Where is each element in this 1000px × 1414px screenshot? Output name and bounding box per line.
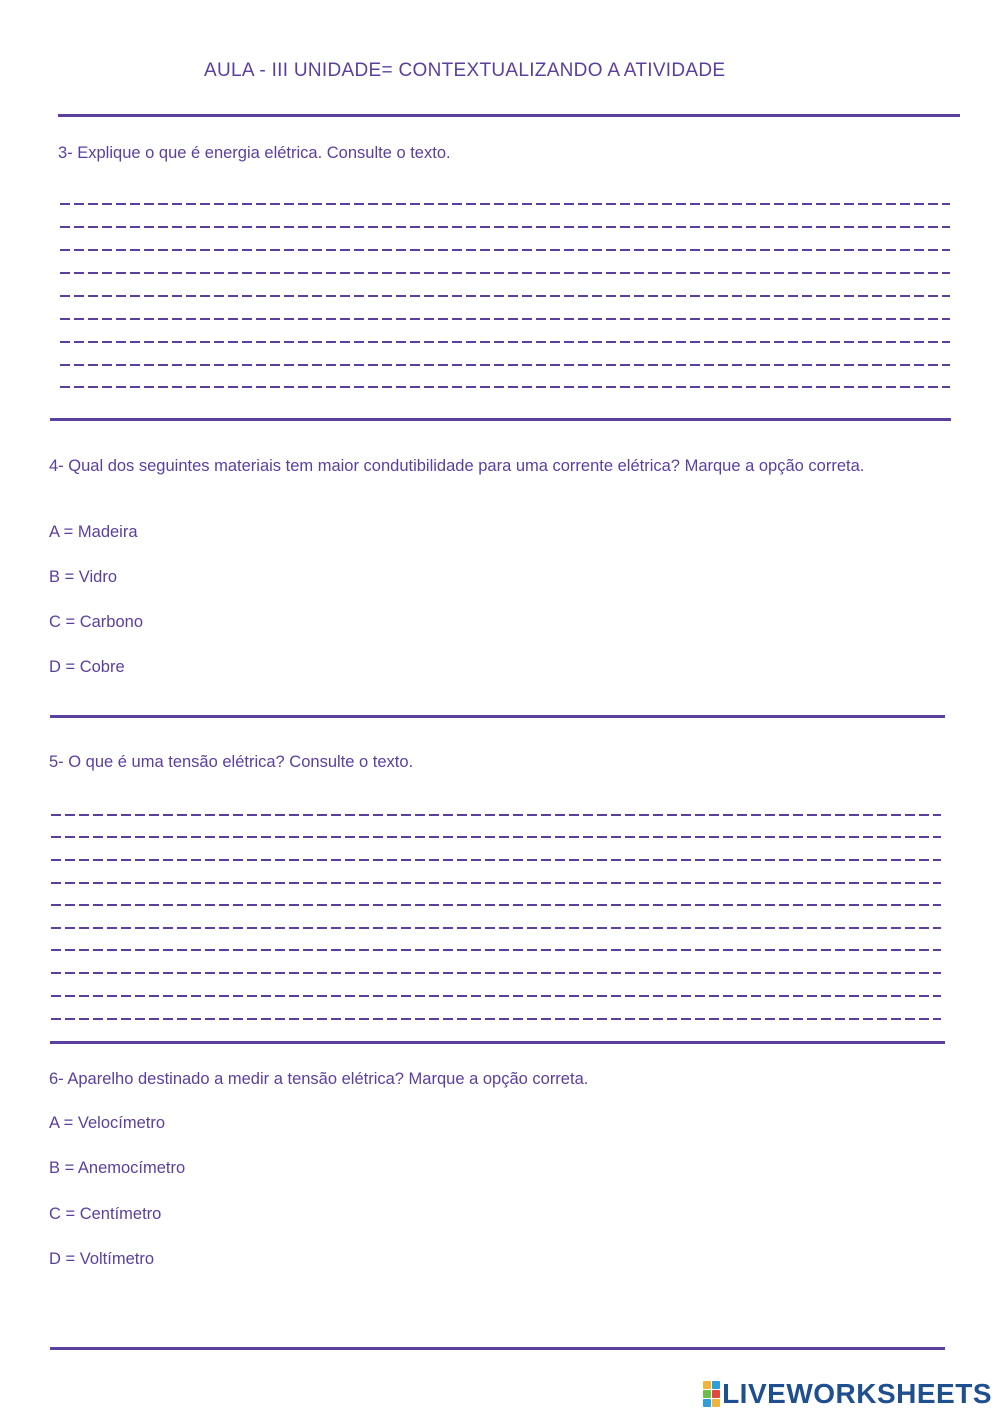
answer-line[interactable] (60, 386, 950, 388)
question-4-option-d[interactable]: D = Cobre (49, 658, 125, 676)
question-6-option-d[interactable]: D = Voltímetro (49, 1250, 155, 1268)
answer-line[interactable] (60, 341, 950, 343)
answer-line[interactable] (51, 927, 941, 929)
answer-line[interactable] (51, 882, 941, 884)
answer-line[interactable] (60, 318, 950, 320)
question-4-text: 4- Qual dos seguintes materiais tem maior condutibilidade para uma corrente elétrica? Marque a opção correta. (49, 457, 865, 475)
question-6-option-a[interactable]: A = Velocímetro (49, 1114, 166, 1132)
answer-line[interactable] (51, 972, 941, 974)
question-5-text: 5- O que é uma tensão elétrica? Consulte o texto. (49, 753, 414, 771)
question-6-option-c[interactable]: C = Centímetro (49, 1205, 162, 1223)
logo-blocks-icon (703, 1381, 720, 1407)
divider (50, 1041, 945, 1044)
answer-line[interactable] (51, 814, 941, 816)
answer-line[interactable] (51, 836, 941, 838)
liveworksheets-logo[interactable] (703, 1380, 992, 1408)
answer-line[interactable] (60, 226, 950, 228)
question-4-option-c[interactable]: C = Carbono (49, 613, 144, 631)
answer-line[interactable] (60, 295, 950, 297)
page-title: AULA - III UNIDADE= CONTEXTUALIZANDO A ATIVIDADE (204, 60, 726, 81)
answer-line[interactable] (51, 1018, 941, 1020)
brand-name: LIVEWORKSHEETS (722, 1378, 992, 1409)
question-3-text: 3- Explique o que é energia elétrica. Consulte o texto. (58, 144, 451, 162)
question-4-option-b[interactable]: B = Vidro (49, 568, 118, 586)
answer-line[interactable] (60, 272, 950, 274)
question-6-option-b[interactable]: B = Anemocímetro (49, 1159, 186, 1177)
answer-line[interactable] (51, 949, 941, 951)
answer-line[interactable] (51, 904, 941, 906)
divider (50, 418, 951, 421)
divider-bottom (50, 1347, 945, 1350)
answer-line[interactable] (51, 995, 941, 997)
answer-line[interactable] (60, 203, 950, 205)
answer-line[interactable] (60, 364, 950, 366)
answer-line[interactable] (60, 249, 950, 251)
divider (50, 715, 945, 718)
divider-top (58, 114, 960, 117)
answer-line[interactable] (51, 859, 941, 861)
question-4-option-a[interactable]: A = Madeira (49, 523, 138, 541)
question-6-text: 6- Aparelho destinado a medir a tensão elétrica? Marque a opção correta. (49, 1070, 589, 1088)
